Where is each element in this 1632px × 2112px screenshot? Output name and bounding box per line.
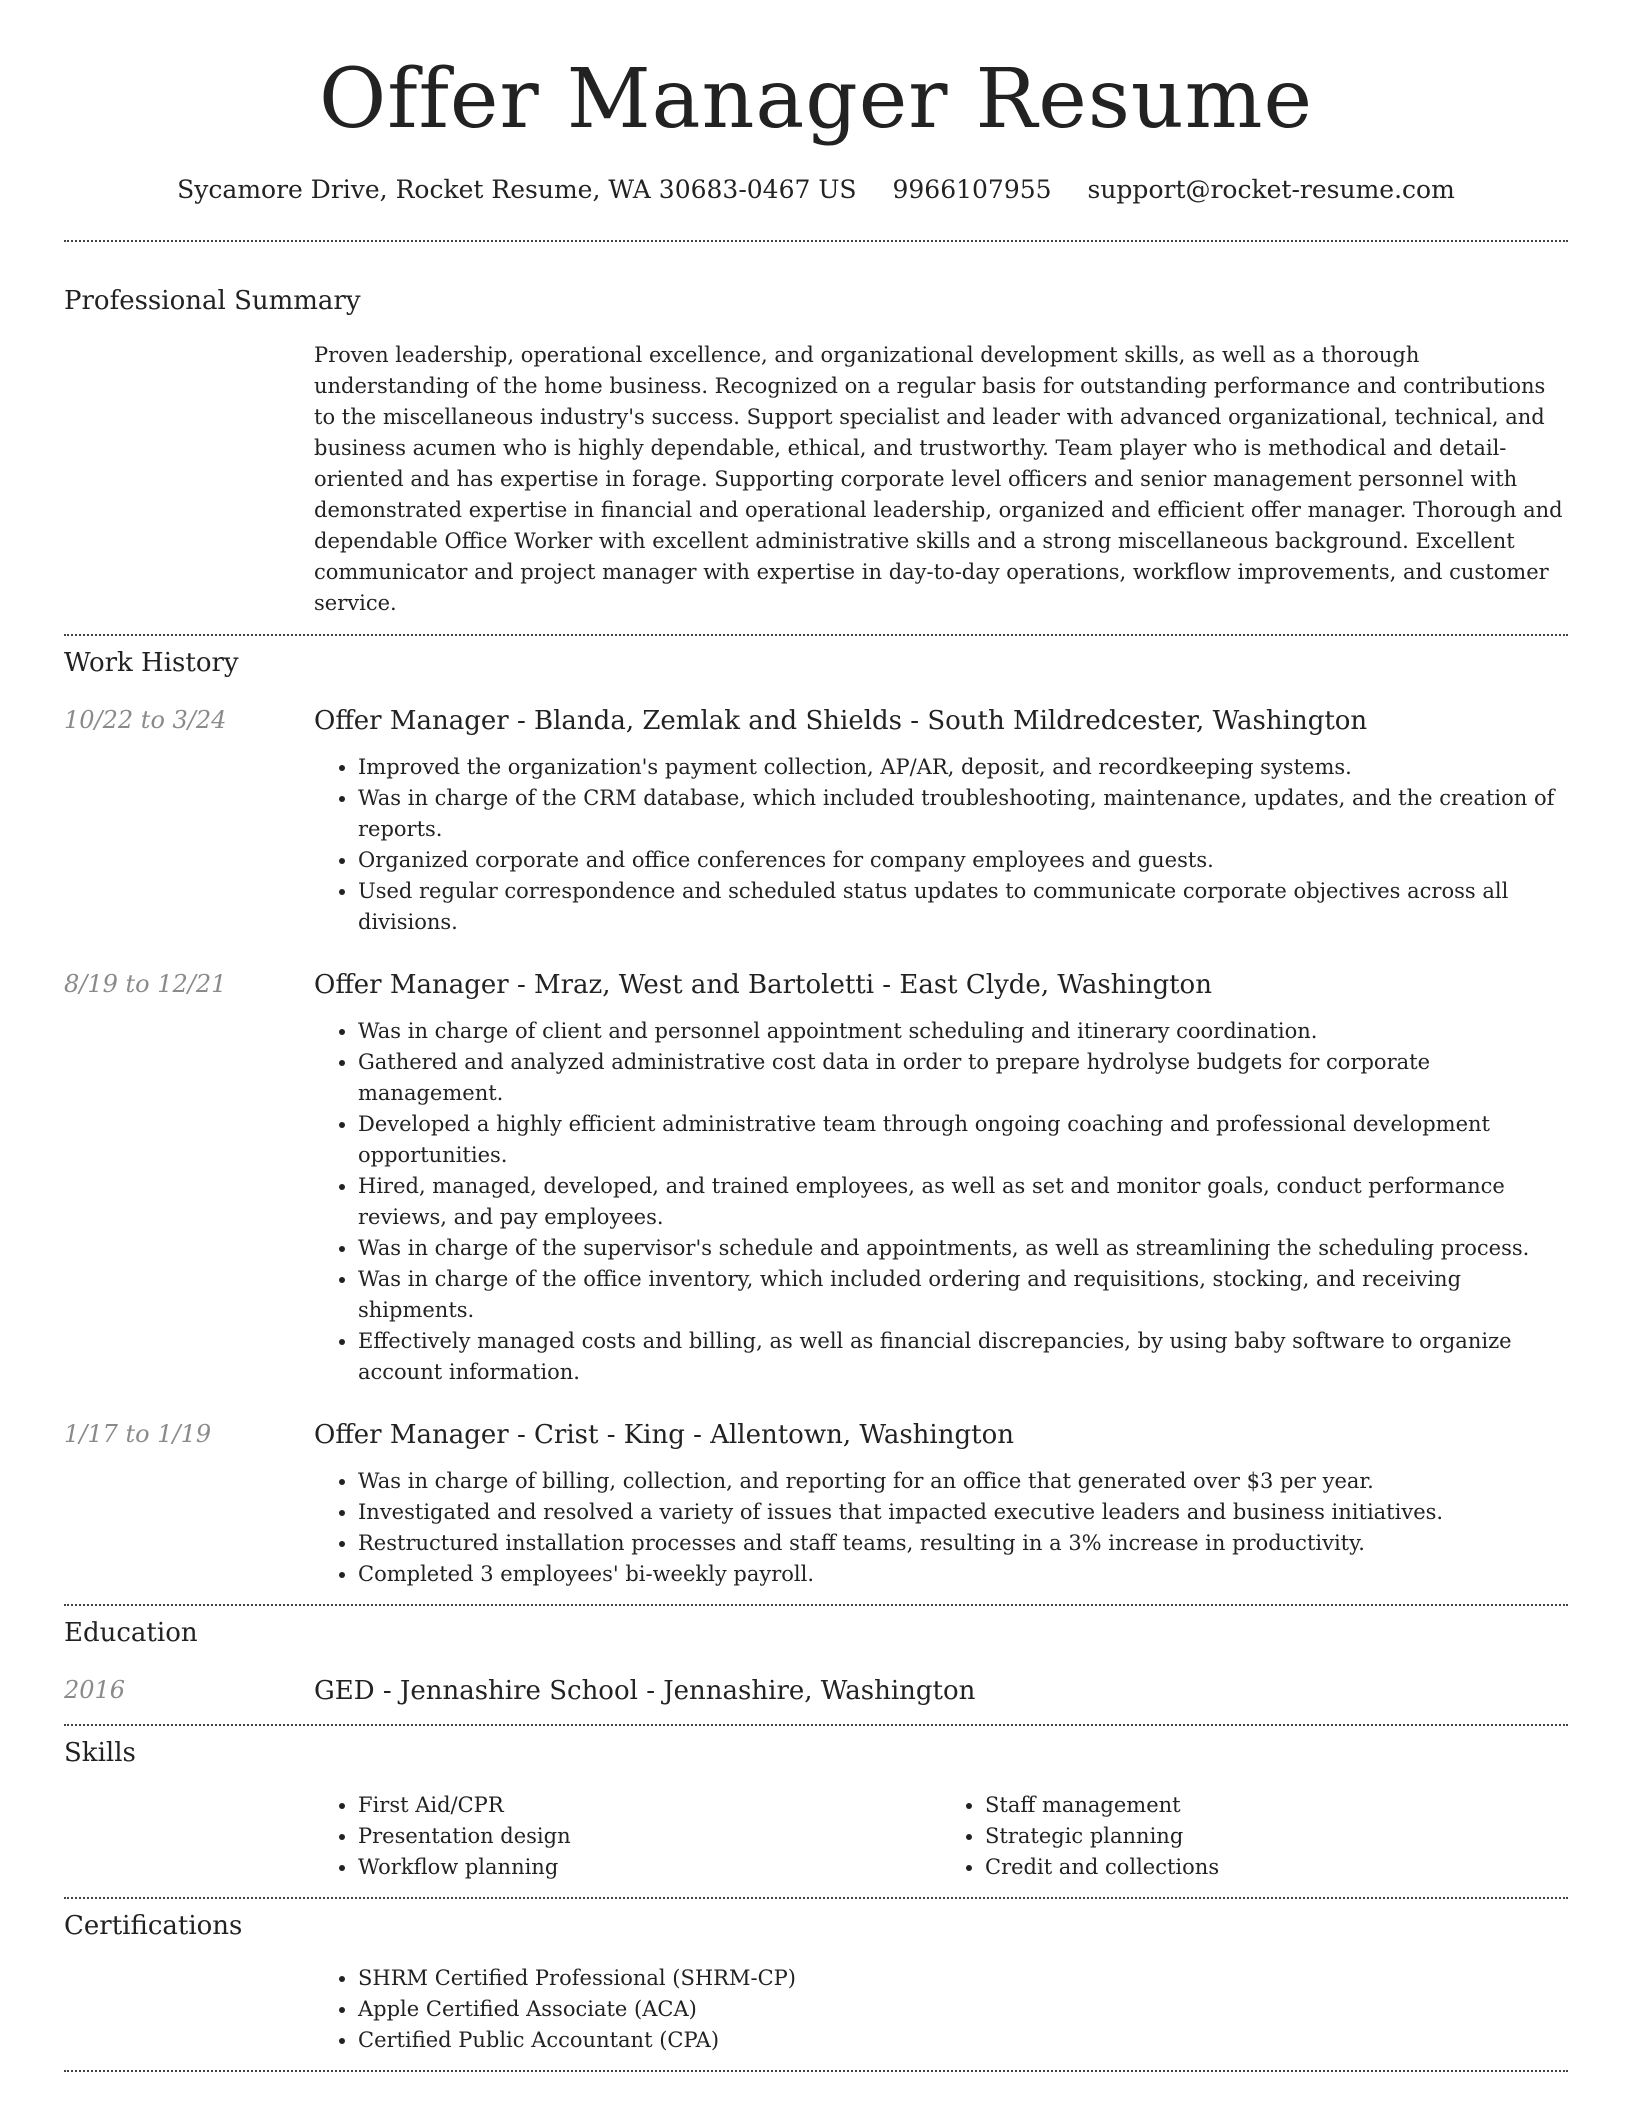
skill-item: • First Aid/CPR <box>358 1790 941 1821</box>
section-heading-summary: Professional Summary <box>64 286 361 316</box>
skills-row <box>64 1790 1568 1883</box>
job-bullets <box>314 1466 1568 1590</box>
education-entry <box>64 1674 1568 1708</box>
education-detail: GED - Jennashire School - Jennashire, Washington <box>314 1676 976 1706</box>
skill-item: • Staff management <box>985 1790 1568 1821</box>
job-bullet: • Was in charge of the supervisor's schedule and appointments, as well as streamlining the scheduling process. <box>358 1233 1568 1264</box>
job-title: Offer Manager - Crist - King - Allentown, Washington <box>314 1420 1014 1450</box>
job-bullet: • Was in charge of the office inventory, which included ordering and requisitions, stocking, and receiving shipments. <box>358 1264 1568 1326</box>
job-bullet: • Used regular correspondence and scheduled status updates to communicate corporate objectives across all divisions. <box>358 876 1568 938</box>
job-entry <box>64 704 1568 938</box>
section-divider <box>64 2070 1568 2072</box>
job-bullet: • Restructured installation processes and staff teams, resulting in a 3% increase in productivity. <box>358 1528 1568 1559</box>
job-bullets <box>314 752 1568 938</box>
certifications-list <box>314 1963 1568 2056</box>
job-entry <box>64 1418 1568 1590</box>
section-divider <box>64 1724 1568 1726</box>
section-heading-certifications: Certifications <box>64 1911 243 1941</box>
contact-address: Sycamore Drive, Rocket Resume, WA 30683-0467 US <box>177 175 857 204</box>
job-bullet: • Was in charge of the CRM database, which included troubleshooting, maintenance, updates, and the creation of reports. <box>358 783 1568 845</box>
job-bullet: • Was in charge of billing, collection, and reporting for an office that generated over $3 per year. <box>358 1466 1568 1497</box>
job-bullet: • Was in charge of client and personnel appointment scheduling and itinerary coordination. <box>358 1016 1568 1047</box>
job-bullet: • Hired, managed, developed, and trained employees, as well as set and monitor goals, conduct performance reviews, and pay employees. <box>358 1171 1568 1233</box>
job-bullet: • Improved the organization's payment collection, AP/AR, deposit, and recordkeeping systems. <box>358 752 1568 783</box>
skill-item: • Workflow planning <box>358 1852 941 1883</box>
summary-text: Proven leadership, operational excellence, and organizational development skills, as well as a thorough understanding of the home business. Recognized on a regular basis for outstanding performance and contributions to the miscellaneous industry's success. Support specialist and leader with advanced organizational, technical, and business acumen who is highly dependable, ethical, and trustworthy. Team player who is methodical and detail-oriented and has expertise in forage. Supporting corporate level officers and senior management personnel with demonstrated expertise in financial and operational leadership, organized and efficient offer manager. Thorough and dependable Office Worker with excellent administrative skills and a strong miscellaneous background. Excellent communicator and project manager with expertise in day-to-day operations, workflow improvements, and customer service. <box>314 343 1563 615</box>
job-bullet: • Effectively managed costs and billing, as well as financial discrepancies, by using baby software to organize account information. <box>358 1326 1568 1388</box>
skills-list-right <box>941 1790 1568 1883</box>
resume-page <box>64 0 1568 2072</box>
job-title: Offer Manager - Blanda, Zemlak and Shields - South Mildredcester, Washington <box>314 706 1368 736</box>
education-year: 2016 <box>64 1676 126 1704</box>
job-dates: 10/22 to 3/24 <box>64 706 227 734</box>
certification-item: • Apple Certified Associate (ACA) <box>358 1994 1568 2025</box>
job-bullets <box>314 1016 1568 1388</box>
contact-line <box>64 174 1568 206</box>
section-divider <box>64 240 1568 242</box>
contact-email: support@rocket-resume.com <box>1087 175 1455 204</box>
summary-row <box>64 340 1568 619</box>
job-dates: 8/19 to 12/21 <box>64 970 227 998</box>
job-entry <box>64 968 1568 1388</box>
job-bullet: • Gathered and analyzed administrative cost data in order to prepare hydrolyse budgets for corporate management. <box>358 1047 1568 1109</box>
section-divider <box>64 1897 1568 1899</box>
certification-item: • Certified Public Accountant (CPA) <box>358 2025 1568 2056</box>
job-bullet: • Developed a highly efficient administrative team through ongoing coaching and professional development opportunities. <box>358 1109 1568 1171</box>
job-bullet: • Completed 3 employees' bi-weekly payroll. <box>358 1559 1568 1590</box>
section-heading-skills: Skills <box>64 1738 136 1768</box>
skill-item: • Strategic planning <box>985 1821 1568 1852</box>
certifications-row <box>64 1963 1568 2056</box>
section-heading-education: Education <box>64 1618 198 1648</box>
skill-item: • Credit and collections <box>985 1852 1568 1883</box>
job-bullet: • Organized corporate and office conferences for company employees and guests. <box>358 845 1568 876</box>
job-bullet: • Investigated and resolved a variety of issues that impacted executive leaders and business initiatives. <box>358 1497 1568 1528</box>
section-heading-work: Work History <box>64 648 239 678</box>
job-title: Offer Manager - Mraz, West and Bartoletti - East Clyde, Washington <box>314 970 1212 1000</box>
skills-list-left <box>314 1790 941 1883</box>
job-dates: 1/17 to 1/19 <box>64 1420 212 1448</box>
certification-item: • SHRM Certified Professional (SHRM-CP) <box>358 1963 1568 1994</box>
skill-item: • Presentation design <box>358 1821 941 1852</box>
resume-title: Offer Manager Resume <box>319 52 1313 147</box>
contact-phone: 9966107955 <box>892 175 1052 204</box>
section-divider <box>64 634 1568 636</box>
section-divider <box>64 1604 1568 1606</box>
